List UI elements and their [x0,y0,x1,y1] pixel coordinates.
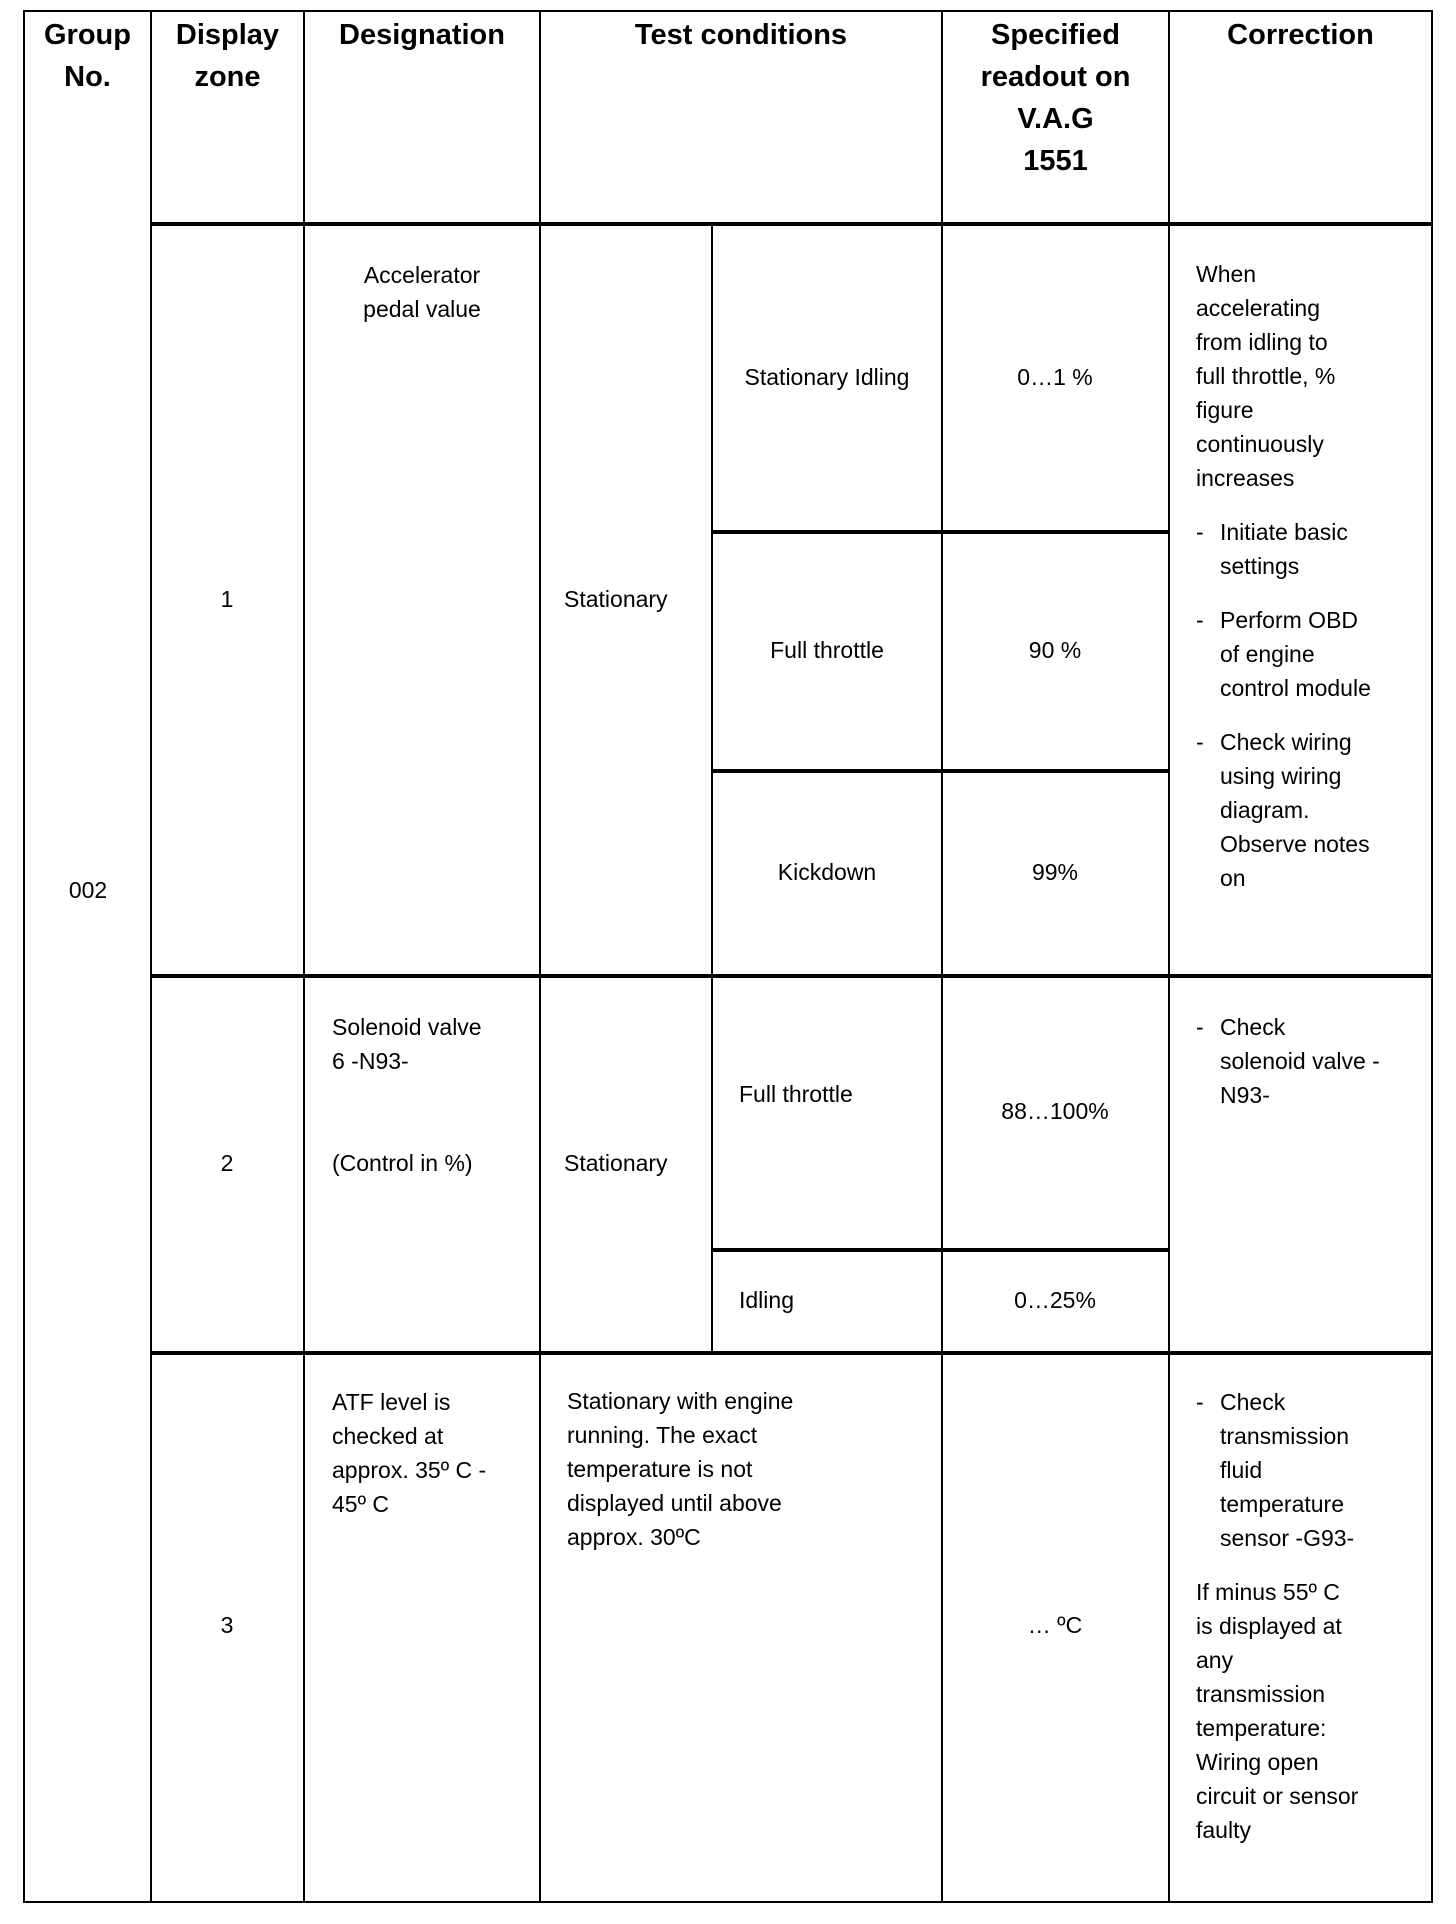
cell [711,974,943,1252]
readout-value: 0…25% [1014,1287,1096,1313]
correction-bullet [1196,603,1426,705]
sub-condition: Idling [739,1287,794,1313]
cell-group [23,10,152,1903]
zone-number: 1 [220,586,234,612]
bullet-text: Check transmission fluid temperature sensor -G93- [1220,1389,1355,1551]
designation: ATF level is checked at approx. 35º C - 45º C [332,1389,487,1517]
correction [1196,1010,1426,1112]
sub-condition: Stationary Idling [744,364,910,390]
bullet-text: Initiate basic settings [1220,519,1348,579]
zone-number: 3 [220,1612,234,1638]
designation-note: (Control in %) [332,1150,473,1176]
bullet-text: Perform OBD of engine control module [1220,607,1371,701]
header-zone: Display zone [175,19,280,93]
correction [1196,257,1426,895]
test-condition: Stationary [564,586,668,612]
bullet-text: Check solenoid valve - N93- [1220,1014,1380,1108]
test-condition: Stationary [564,1150,668,1176]
readout-value: 0…1 % [1017,364,1093,390]
correction [1196,1385,1426,1847]
correction-bullet [1196,725,1426,895]
bullet-dash: - [1196,607,1204,633]
bullet-dash: - [1196,729,1204,755]
readout-value: 90 % [1028,637,1082,663]
sub-condition: Full throttle [770,637,884,663]
sub-condition: Kickdown [777,859,877,885]
header-test-conditions: Test conditions [634,19,848,51]
correction-intro: When accelerating from idling to full throttle, % figure continuously increases [1196,261,1336,491]
bullet-dash: - [1196,519,1204,545]
bullet-text: Check wiring using wiring diagram. Observe notes on [1220,729,1370,891]
group-number: 002 [68,877,108,903]
cell [303,222,541,978]
test-condition: Stationary with engine running. The exact temperature is not displayed until above approx. 30ºC [567,1388,794,1550]
header-group: Group No. [44,19,131,93]
header-correction: Correction [1227,19,1374,51]
zone-number: 2 [220,1150,234,1176]
correction-bullet [1196,1010,1426,1112]
designation: Accelerator pedal value [363,262,481,322]
bullet-dash: - [1196,1389,1204,1415]
correction-bullet [1196,515,1426,583]
header-readout: Specified readout on V.A.G 1551 [980,19,1131,177]
sub-condition: Full throttle [739,1081,853,1107]
readout-value: … ºC [1027,1612,1083,1638]
bullet-dash: - [1196,1014,1204,1040]
correction-bullet [1196,1385,1426,1555]
readout-value: 88…100% [1001,1098,1109,1124]
readout-value: 99% [1031,859,1079,885]
designation: Solenoid valve 6 -N93- [332,1014,482,1074]
correction-note: If minus 55º C is displayed at any transmission temperature: Wiring open circuit or sensor faulty [1196,1579,1359,1843]
header-designation: Designation [339,19,505,51]
